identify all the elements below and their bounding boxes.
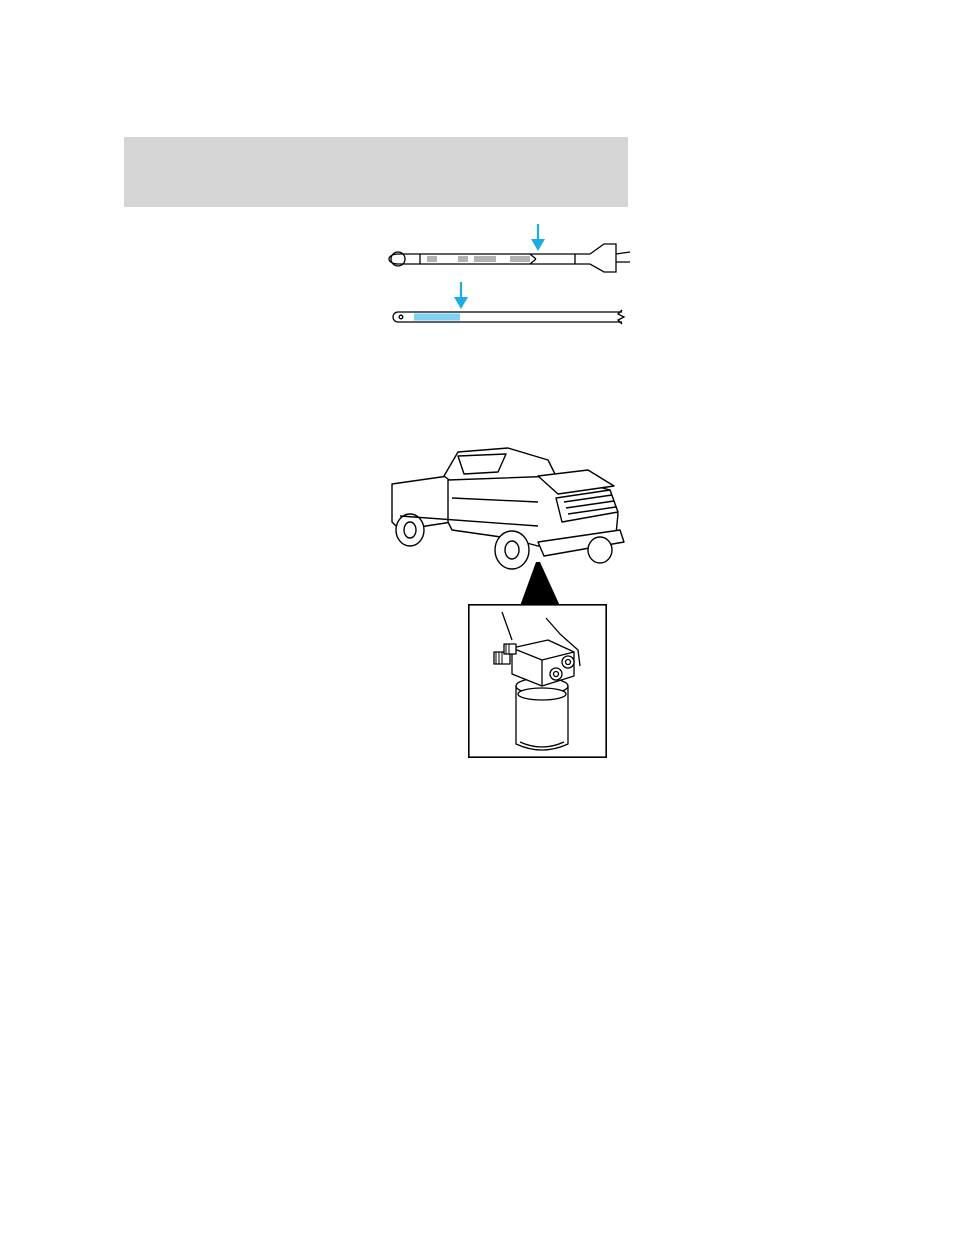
callout-pointer xyxy=(510,560,570,610)
pickup-truck-icon xyxy=(388,446,628,576)
upper-dipstick xyxy=(389,244,630,272)
fuel-filter-icon xyxy=(468,604,607,758)
dipstick-illustration xyxy=(380,220,632,330)
lower-dipstick-hatch xyxy=(414,314,460,321)
arrow-down-icon xyxy=(454,282,468,309)
arrow-down-icon xyxy=(531,224,545,251)
section-header-band xyxy=(124,137,628,207)
